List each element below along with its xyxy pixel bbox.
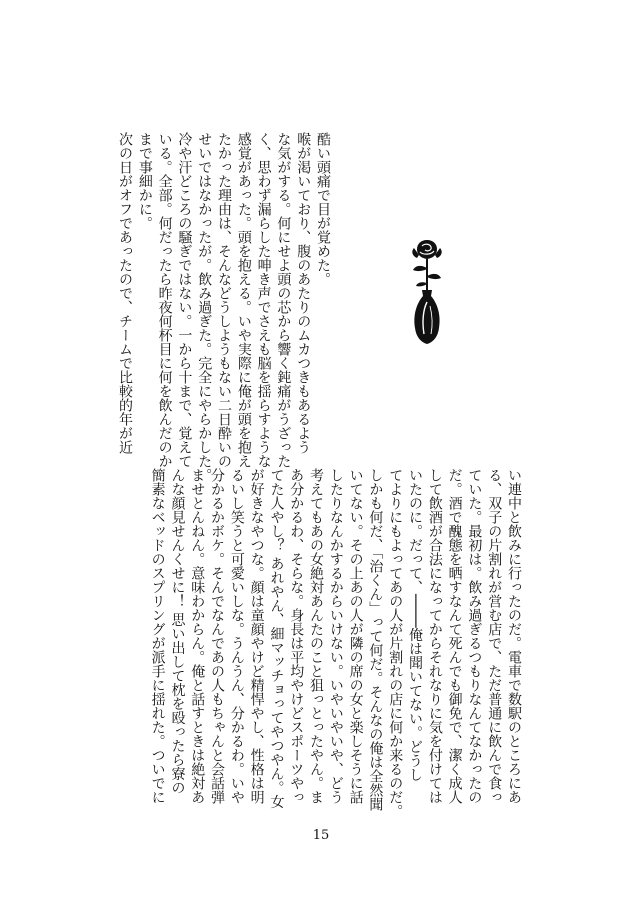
rose-in-vase-icon [408, 238, 446, 346]
text-line: 喉が渇いており、腹のあたりのムカつきもあるよう [295, 132, 312, 454]
text-line: が好きなやつな。顔は童顔やけど精悍やし、性格は明 [248, 468, 265, 804]
text-line: んな顔見せんくせに！ 思い出して枕を殴ったら寮の [169, 468, 186, 795]
text-line: い連中と飲みに行ったのだ。電車で数駅のところにあ [506, 468, 522, 804]
text-line: る、双子の片割れが営む店で、ただ普通に飲んで食っ [486, 468, 503, 804]
text-line: ませとんねん。意味わからん。俺と話すときは絶対あ [189, 468, 206, 804]
text-line: いる。全部。何だったら昨夜何杯目に何を飲んだのか [156, 132, 173, 468]
text-line: まで事細かに。 [136, 132, 153, 230]
text-line: あ分かるわ、そらな。身長は平均やけどスポーツやっ [288, 468, 305, 804]
text-line: せいではなかったが。飲み過ぎた。完全にやらかした。 [196, 132, 213, 482]
text-line: 次の日がオフであったので、チームで比較的年が近 [117, 132, 134, 454]
page-number: 15 [312, 828, 330, 843]
text-line: 考えてもあの女絶対あんたのこと狙っとったやん。ま [308, 468, 325, 804]
text-line: るいし笑うと可愛いしな。うんうん、分かるわ。いや [228, 468, 245, 804]
text-line: 感覚があった。頭を抱える。いや実際に俺が頭を抱え [235, 132, 252, 468]
text-line: 簡素なベッドのスプリングが派手に揺れた。ついでに [149, 468, 166, 804]
text-line: てた人やし？ あれやん、細マッチョってやつやん。女 [268, 468, 285, 809]
bottom-text-block [143, 468, 523, 818]
text-line: だ。酒で醜態を晒すなんて死んでも御免で、潔く成人 [446, 468, 463, 804]
text-line: いたのに。だって、────俺は聞いてない。どうし [407, 468, 424, 782]
text-line: ていた。最初は。飲み過ぎるつもりなんてなかったの [466, 468, 483, 804]
text-line: てよりにもよってあの人が片割れの店に何か来るのだ。 [387, 468, 404, 818]
text-line: な気がする。何にせよ頭の芯から響く鈍痛がうざった [275, 132, 292, 468]
text-line: く、思わず漏らした呻き声でさえも脳を揺らすような [255, 132, 272, 468]
text-line: 分かるかボケ。そんでなんであの人もちゃんと会話弾 [209, 468, 226, 804]
text-line: たかった理由は、そんなどうしようもない二日酔いの [216, 132, 233, 468]
text-line: しかも何だ、「治くん」って何だ。そんなの俺は全然聞 [367, 468, 384, 811]
top-text-block [117, 132, 332, 482]
text-line: いてない。その上あの人が隣の席の女と楽しそうに話 [347, 468, 364, 804]
text-line: 冷や汗どころの騒ぎではない。一から十まで、覚えて [176, 132, 193, 468]
text-line: して飲酒が合法になってからそれなりに気を付けては [426, 468, 443, 804]
text-line: したりなんかするからいけない。いやいやいや、どう [327, 468, 344, 804]
text-line: 酷い頭痛で目が覚めた。 [315, 132, 331, 286]
